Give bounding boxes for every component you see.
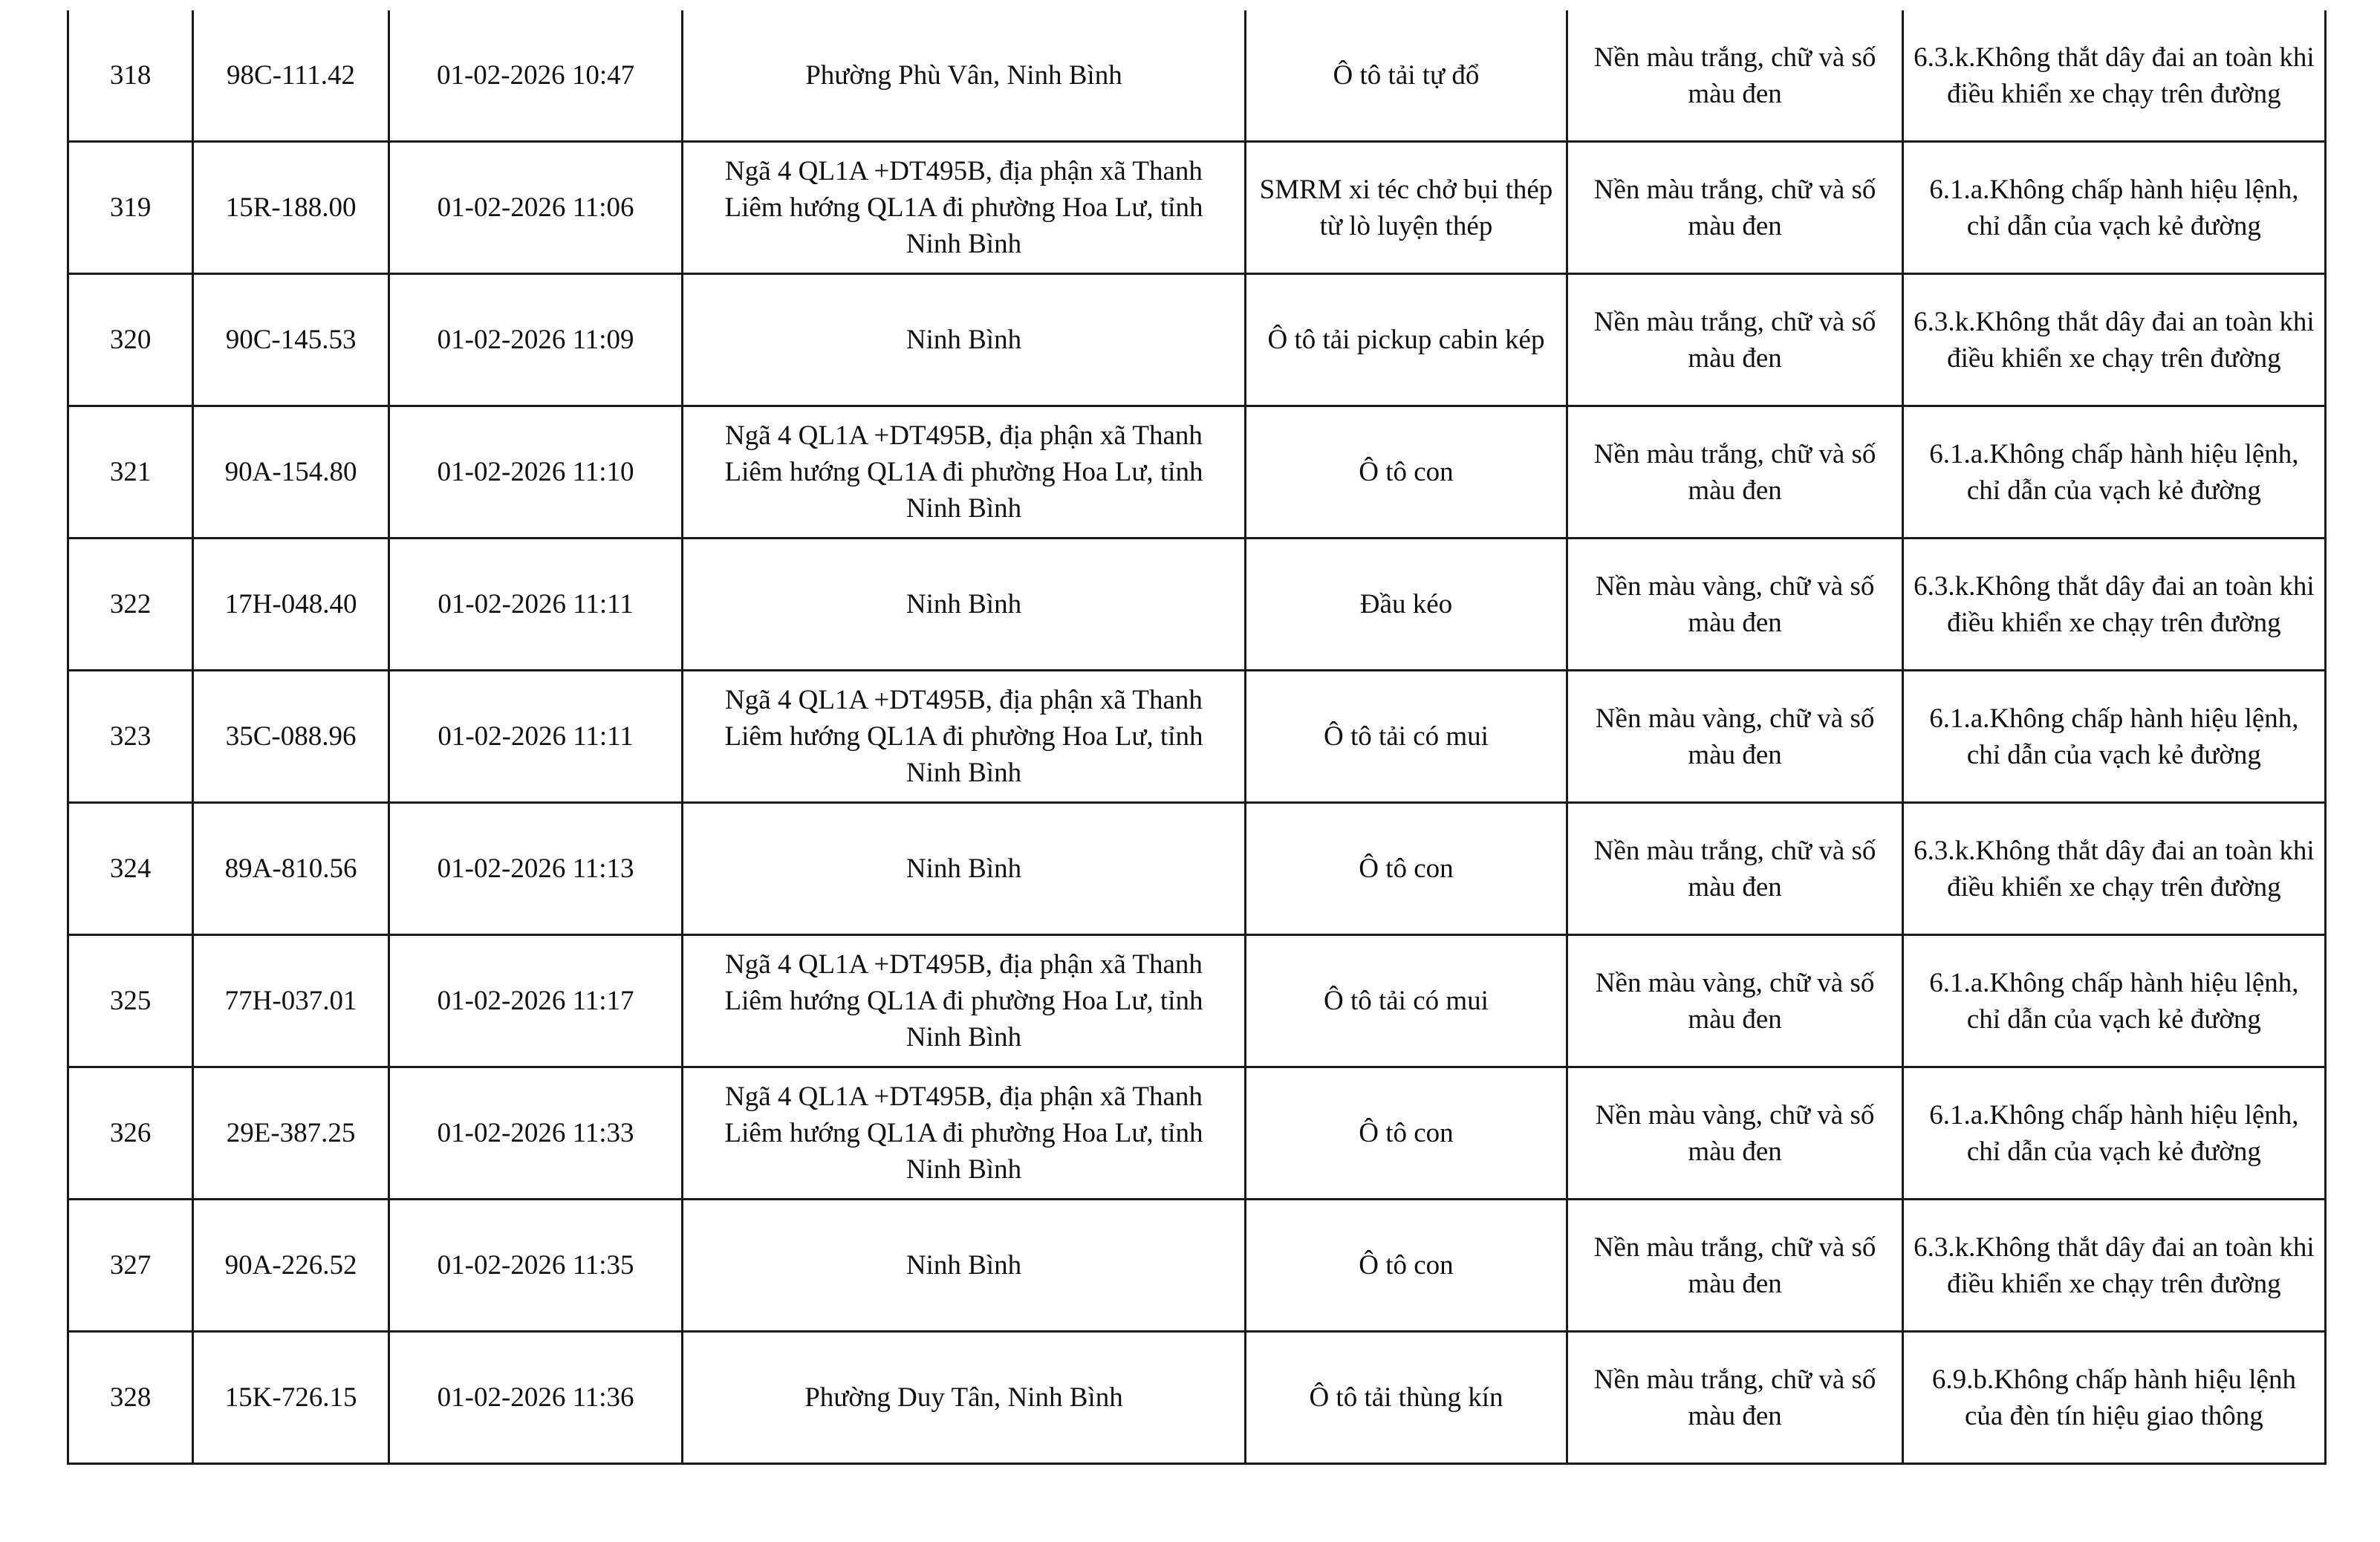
time-text: 01-02-2026 11:36 [437,1382,634,1413]
table-row [68,1200,2326,1332]
cell-plate [193,671,388,803]
cell-plate-color [1567,406,1902,539]
cell-location [683,935,1245,1067]
stt-text: 326 [109,1118,152,1148]
cell-vehicle-type [1245,539,1567,671]
cell-time [388,1332,683,1464]
cell-location [683,142,1245,274]
cell-plate [193,142,388,274]
cell-violation [1902,1067,2325,1200]
cell-time [388,539,683,671]
table-row [68,671,2326,803]
cell-time [388,1200,683,1332]
table-row [68,1067,2326,1200]
cell-violation [1902,935,2325,1067]
cell-violation [1902,539,2325,671]
plate-text: 90A-154.80 [224,457,357,487]
cell-plate-color [1567,935,1902,1067]
cell-plate-color [1567,539,1902,671]
cell-stt [68,1067,193,1200]
violation-text: 6.3.k.Không thắt dây đai an toàn khi điều khiển xe chạy trên đường [1914,42,2315,109]
plate-color-text: Nền màu trắng, chữ và số màu đen [1593,306,1876,374]
cell-plate-color [1567,1332,1902,1464]
location-text: Ninh Bình [905,325,1022,355]
plate-color-text: Nền màu vàng, chữ và số màu đen [1595,570,1875,638]
stt-text: 320 [109,325,152,355]
violation-text: 6.1.a.Không chấp hành hiệu lệnh, chỉ dẫn của vạch kẻ đường [1929,703,2299,770]
plate-text: 90C-145.53 [225,325,357,355]
cell-stt [68,539,193,671]
cell-stt [68,10,193,142]
cell-violation [1902,671,2325,803]
location-text: Ngã 4 QL1A +DT495B, địa phận xã Thanh Liêm hướng QL1A đi phường Hoa Lư, tỉnh Ninh Bình [724,156,1203,259]
cell-plate [193,935,388,1067]
cell-stt [68,142,193,274]
cell-violation [1902,10,2325,142]
violation-table [67,10,2327,1465]
violation-text: 6.3.k.Không thắt dây đai an toàn khi điều khiển xe chạy trên đường [1914,1232,2315,1299]
cell-location [683,1067,1245,1200]
stt-text: 319 [109,192,152,223]
cell-violation [1902,274,2325,406]
cell-violation [1902,1200,2325,1332]
cell-vehicle-type [1245,803,1567,935]
location-text: Ngã 4 QL1A +DT495B, địa phận xã Thanh Liêm hướng QL1A đi phường Hoa Lư, tỉnh Ninh Bình [724,1081,1203,1185]
cell-plate-color [1567,803,1902,935]
cell-time [388,274,683,406]
stt-text: 324 [109,853,152,884]
plate-text: 77H-037.01 [224,986,357,1016]
vehicle-type-text: Ô tô tải thùng kín [1309,1382,1503,1413]
cell-plate [193,539,388,671]
vehicle-type-text: Ô tô con [1359,853,1454,884]
stt-text: 327 [109,1250,152,1281]
location-text: Ninh Bình [905,589,1022,619]
cell-stt [68,1332,193,1464]
cell-vehicle-type [1245,142,1567,274]
time-text: 01-02-2026 11:09 [437,325,634,355]
time-text: 01-02-2026 11:33 [437,1118,634,1148]
plate-text: 89A-810.56 [224,853,357,884]
cell-vehicle-type [1245,10,1567,142]
stt-text: 328 [109,1382,152,1413]
cell-violation [1902,406,2325,539]
cell-stt [68,803,193,935]
cell-location [683,1332,1245,1464]
cell-vehicle-type [1245,274,1567,406]
violation-text: 6.3.k.Không thắt dây đai an toàn khi điều khiển xe chạy trên đường [1914,570,2315,638]
cell-time [388,1067,683,1200]
stt-text: 325 [109,986,152,1016]
plate-text: 17H-048.40 [224,589,357,619]
cell-vehicle-type [1245,1332,1567,1464]
violation-text: 6.1.a.Không chấp hành hiệu lệnh, chỉ dẫn của vạch kẻ đường [1929,174,2299,241]
cell-vehicle-type [1245,406,1567,539]
cell-plate [193,1332,388,1464]
cell-time [388,671,683,803]
cell-vehicle-type [1245,1200,1567,1332]
cell-time [388,406,683,539]
cell-location [683,539,1245,671]
cell-stt [68,274,193,406]
cell-time [388,803,683,935]
cell-plate-color [1567,671,1902,803]
cell-location [683,671,1245,803]
table-row [68,539,2326,671]
table-row [68,10,2326,142]
cell-plate [193,1200,388,1332]
vehicle-type-text: Ô tô con [1359,1118,1454,1148]
cell-time [388,935,683,1067]
plate-color-text: Nền màu vàng, chữ và số màu đen [1595,967,1875,1035]
violation-text: 6.9.b.Không chấp hành hiệu lệnh của đèn tín hiệu giao thông [1931,1364,2296,1431]
plate-color-text: Nền màu trắng, chữ và số màu đen [1593,42,1876,109]
time-text: 01-02-2026 10:47 [436,60,635,91]
violation-text: 6.1.a.Không chấp hành hiệu lệnh, chỉ dẫn của vạch kẻ đường [1929,438,2299,506]
location-text: Ninh Bình [905,1250,1022,1281]
table-row [68,142,2326,274]
stt-text: 321 [109,457,152,487]
cell-vehicle-type [1245,935,1567,1067]
location-text: Phường Phù Vân, Ninh Bình [805,60,1122,91]
table-row [68,1332,2326,1464]
plate-color-text: Nền màu trắng, chữ và số màu đen [1593,438,1876,506]
time-text: 01-02-2026 11:10 [437,457,634,487]
cell-plate-color [1567,10,1902,142]
violation-text: 6.3.k.Không thắt dây đai an toàn khi điều khiển xe chạy trên đường [1914,835,2315,902]
plate-color-text: Nền màu vàng, chữ và số màu đen [1595,1099,1875,1167]
plate-color-text: Nền màu trắng, chữ và số màu đen [1593,1364,1876,1431]
cell-stt [68,671,193,803]
cell-time [388,142,683,274]
cell-plate-color [1567,1067,1902,1200]
vehicle-type-text: Ô tô tải có mui [1323,986,1489,1016]
cell-vehicle-type [1245,1067,1567,1200]
plate-text: 90A-226.52 [224,1250,357,1281]
time-text: 01-02-2026 11:35 [437,1250,634,1281]
cell-location [683,10,1245,142]
location-text: Ngã 4 QL1A +DT495B, địa phận xã Thanh Liêm hướng QL1A đi phường Hoa Lư, tỉnh Ninh Bình [724,685,1203,788]
location-text: Phường Duy Tân, Ninh Bình [804,1382,1123,1413]
plate-text: 15R-188.00 [225,192,357,223]
plate-text: 98C-111.42 [227,60,356,91]
violation-text: 6.1.a.Không chấp hành hiệu lệnh, chỉ dẫn của vạch kẻ đường [1929,1099,2299,1167]
time-text: 01-02-2026 11:11 [438,589,634,619]
stt-text: 323 [109,721,152,752]
cell-plate [193,803,388,935]
plate-text: 29E-387.25 [226,1118,356,1148]
violation-text: 6.1.a.Không chấp hành hiệu lệnh, chỉ dẫn của vạch kẻ đường [1929,967,2299,1035]
violation-text: 6.3.k.Không thắt dây đai an toàn khi điều khiển xe chạy trên đường [1914,306,2315,374]
violation-table-container [67,10,2327,1465]
cell-plate [193,406,388,539]
cell-location [683,803,1245,935]
cell-plate-color [1567,274,1902,406]
cell-plate [193,274,388,406]
plate-color-text: Nền màu trắng, chữ và số màu đen [1593,835,1876,902]
table-row [68,274,2326,406]
vehicle-type-text: Ô tô tải tự đổ [1333,60,1480,91]
plate-color-text: Nền màu trắng, chữ và số màu đen [1593,1232,1876,1299]
vehicle-type-text: Ô tô tải có mui [1323,721,1489,752]
stt-text: 322 [109,589,152,619]
vehicle-type-text: SMRM xi téc chở bụi thép từ lò luyện thép [1259,174,1553,241]
cell-violation [1902,803,2325,935]
cell-plate [193,10,388,142]
cell-stt [68,406,193,539]
cell-location [683,1200,1245,1332]
time-text: 01-02-2026 11:13 [437,853,634,884]
location-text: Ninh Bình [905,853,1022,884]
plate-text: 35C-088.96 [225,721,357,752]
plate-text: 15K-726.15 [224,1382,357,1413]
vehicle-type-text: Ô tô con [1359,457,1454,487]
cell-stt [68,1200,193,1332]
location-text: Ngã 4 QL1A +DT495B, địa phận xã Thanh Liêm hướng QL1A đi phường Hoa Lư, tỉnh Ninh Bình [724,949,1203,1053]
table-row [68,406,2326,539]
cell-plate-color [1567,142,1902,274]
location-text: Ngã 4 QL1A +DT495B, địa phận xã Thanh Liêm hướng QL1A đi phường Hoa Lư, tỉnh Ninh Bình [724,420,1203,524]
cell-violation [1902,1332,2325,1464]
plate-color-text: Nền màu trắng, chữ và số màu đen [1593,174,1876,241]
table-row [68,803,2326,935]
time-text: 01-02-2026 11:17 [437,986,634,1016]
cell-plate-color [1567,1200,1902,1332]
vehicle-type-text: Ô tô tải pickup cabin kép [1267,325,1545,355]
cell-stt [68,935,193,1067]
time-text: 01-02-2026 11:11 [438,721,634,752]
cell-location [683,406,1245,539]
cell-violation [1902,142,2325,274]
stt-text: 318 [109,60,152,91]
cell-time [388,10,683,142]
cell-vehicle-type [1245,671,1567,803]
cell-plate [193,1067,388,1200]
vehicle-type-text: Ô tô con [1359,1250,1454,1281]
table-row [68,935,2326,1067]
vehicle-type-text: Đầu kéo [1359,589,1453,619]
violation-table-body [68,10,2326,1464]
cell-location [683,274,1245,406]
plate-color-text: Nền màu vàng, chữ và số màu đen [1595,703,1875,770]
time-text: 01-02-2026 11:06 [437,192,634,223]
